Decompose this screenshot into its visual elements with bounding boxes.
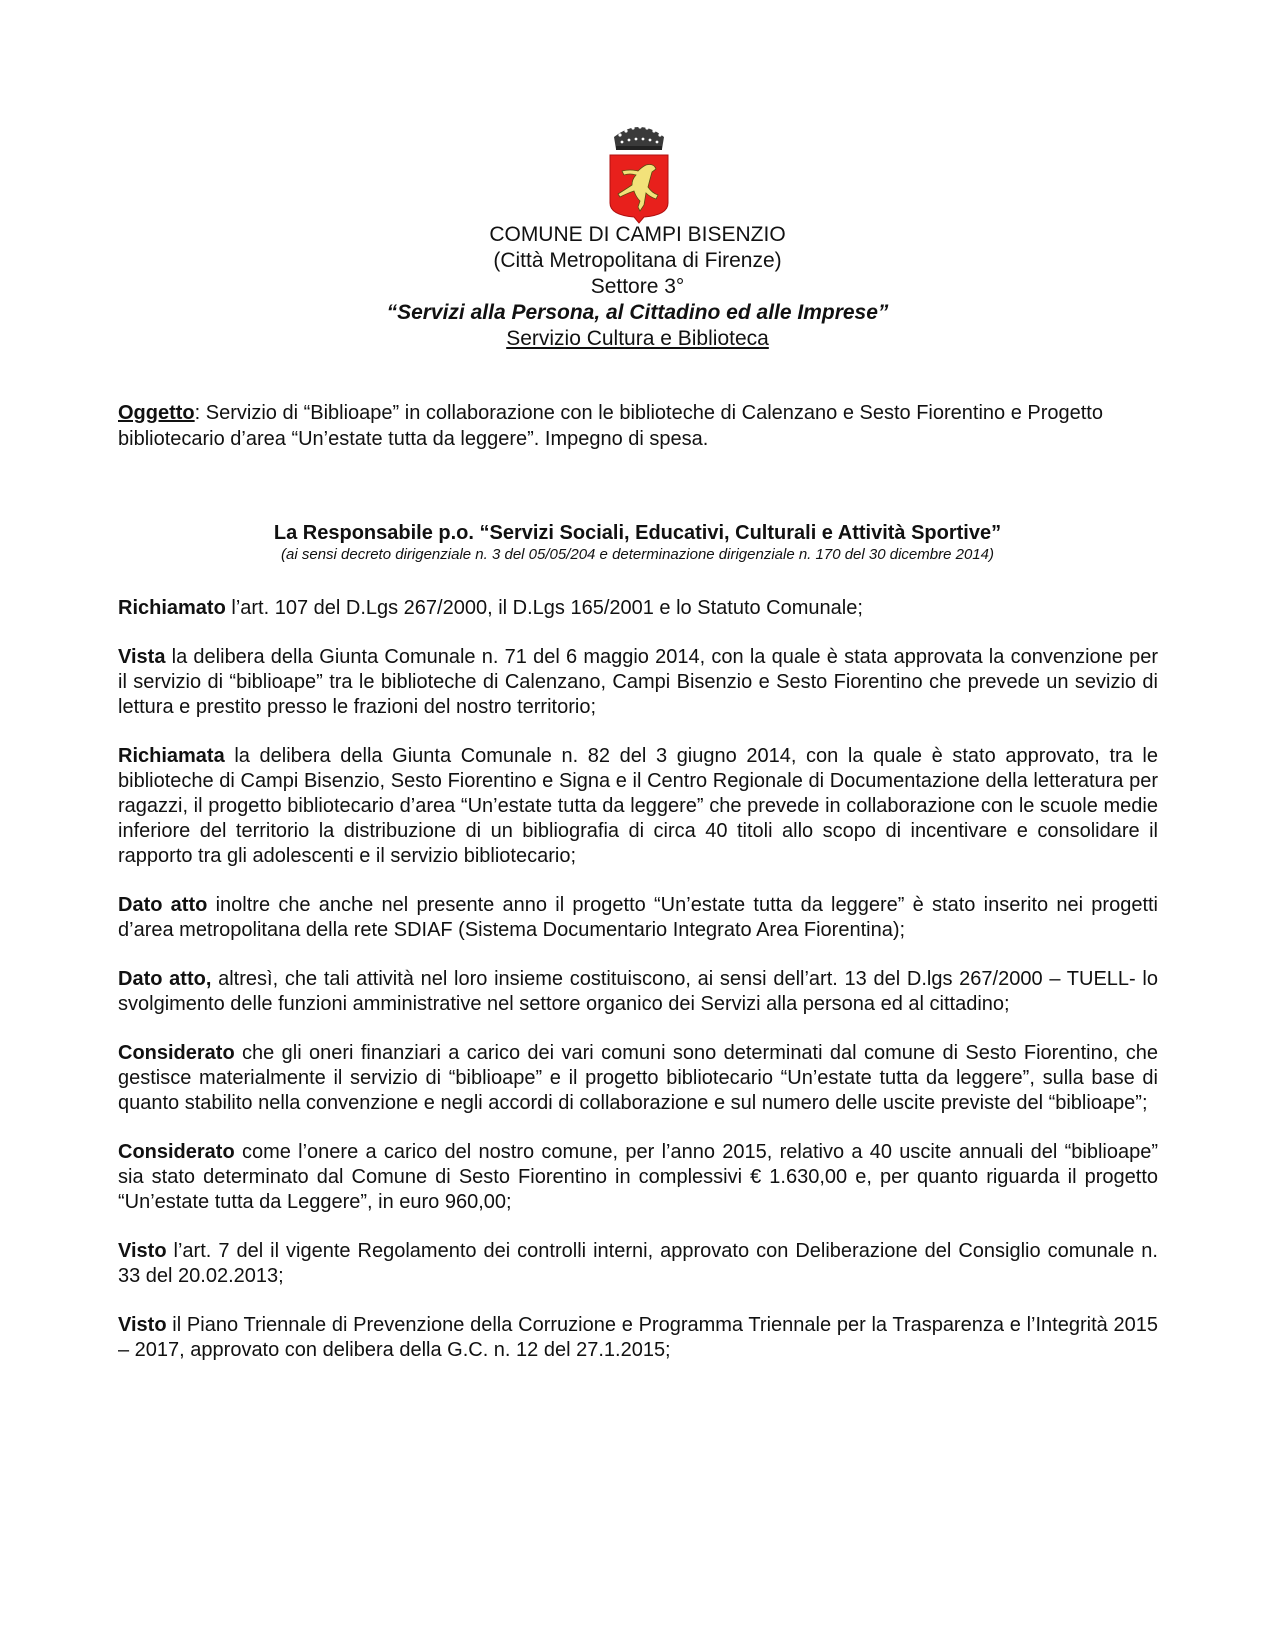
metropolitan-city: (Città Metropolitana di Firenze)	[493, 249, 782, 272]
subject-label: Oggetto	[118, 402, 195, 424]
paragraph-text: altresì, che tali attività nel loro insieme costituiscono, ai sensi dell’art. 13 del D.lgs 267/2000 – TUELL- lo svolgimento delle funzioni amministrative nel settore organico dei Servizi alla persona ed al cittadino;	[118, 968, 1159, 1015]
paragraph-keyword: Dato atto	[118, 894, 208, 916]
responsible-note: (ai sensi decreto dirigenziale n. 3 del 05/05/204 e determinazione dirigenziale n. 170 del 30 dicembre 2014)	[281, 546, 994, 563]
paragraph-keyword: Visto	[118, 1240, 167, 1262]
coat-of-arms-icon	[604, 115, 674, 225]
paragraph-dato-atto-2	[118, 967, 1158, 1017]
paragraph-keyword: Dato atto,	[118, 968, 212, 990]
paragraph-text: il Piano Triennale di Prevenzione della Corruzione e Programma Triennale per la Trasparenza e l’Integrità 2015 – 2017, approvato con delibera della G.C. n. 12 del 27.1.2015;	[118, 1314, 1158, 1361]
paragraph-text: l’art. 107 del D.Lgs 267/2000, il D.Lgs 165/2001 e lo Statuto Comunale;	[225, 597, 863, 619]
sector: Settore 3°	[590, 275, 685, 298]
paragraph-keyword: Visto	[118, 1314, 167, 1336]
paragraph-text: che gli oneri finanziari a carico dei vari comuni sono determinati dal comune di Sesto Fiorentino, che gestisce materialmente il servizio di “biblioape” e il progetto bibliotecario “Un’estate tutta da leggere”, sulla base di quanto stabilito nella convenzione e negli accordi di collaborazione e sul numero delle uscite previste del “biblioape”;	[118, 1042, 1158, 1114]
document-body	[118, 596, 1158, 1387]
sector-motto: “Servizi alla Persona, al Cittadino ed alle Imprese”	[386, 301, 889, 324]
paragraph-keyword: Considerato	[118, 1141, 235, 1163]
subject-block	[118, 400, 1158, 452]
paragraph-text: l’art. 7 del il vigente Regolamento dei controlli interni, approvato con Deliberazione del Consiglio comunale n. 33 del 20.02.2013;	[118, 1240, 1158, 1287]
paragraph-visto-1	[118, 1239, 1158, 1289]
municipality-name: COMUNE DI CAMPI BISENZIO	[489, 223, 786, 246]
responsible-title: La Responsabile p.o. “Servizi Sociali, Educativi, Culturali e Attività Sportive”	[273, 522, 1002, 544]
paragraph-considerato-1	[118, 1041, 1158, 1116]
paragraph-text: come l’onere a carico del nostro comune, per l’anno 2015, relativo a 40 uscite annuali del “biblioape” sia stato determinato dal Comune di Sesto Fiorentino in complessivi € 1.630,00 e, per quanto riguarda il progetto “Un’estate tutta da Leggere”, in euro 960,00;	[118, 1141, 1158, 1213]
subject-text: Servizio di “Biblioape” in collaborazione con le biblioteche di Calenzano e Sesto Fiorentino e Progetto bibliotecario d’area “Un’estate tutta da leggere”. Impegno di spesa.	[118, 402, 1103, 450]
paragraph-considerato-2	[118, 1140, 1158, 1215]
paragraph-keyword: Considerato	[118, 1042, 235, 1064]
paragraph-text: la delibera della Giunta Comunale n. 82 del 3 giugno 2014, con la quale è stato approvato, tra le biblioteche di Campi Bisenzio, Sesto Fiorentino e Signa e il Centro Regionale di Documentazione della letteratura per ragazzi, il progetto bibliotecario d’area “Un’estate tutta da leggere” che prevede in collaborazione con le scuole medie inferiore del territorio la distribuzione di un bibliografia di circa 40 titoli allo scopo di incentivare e consolidare il rapporto tra gli adolescenti e il servizio bibliotecario;	[118, 745, 1158, 867]
service-name: Servizio Cultura e Biblioteca	[506, 327, 769, 350]
paragraph-text: la delibera della Giunta Comunale n. 71 del 6 maggio 2014, con la quale è stata approvata la convenzione per il servizio di “biblioape” tra le biblioteche di Calenzano, Campi Bisenzio e Sesto Fiorentino che prevede un sevizio di lettura e prestito presso le frazioni del nostro territorio;	[118, 646, 1158, 718]
paragraph-keyword: Richiamato	[118, 597, 226, 619]
responsible-block	[0, 521, 1275, 565]
paragraph-keyword: Vista	[118, 646, 166, 668]
subject-colon: :	[194, 402, 201, 424]
paragraph-text: inoltre che anche nel presente anno il progetto “Un’estate tutta da leggere” è stato inserito nei progetti d’area metropolitana della rete SDIAF (Sistema Documentario Integrato Area Fiorentina);	[118, 894, 1158, 941]
document-header	[0, 222, 1275, 352]
paragraph-richiamata	[118, 744, 1158, 869]
paragraph-visto-2	[118, 1313, 1158, 1363]
paragraph-richiamato	[118, 596, 1158, 621]
paragraph-vista	[118, 645, 1158, 720]
paragraph-dato-atto-1	[118, 893, 1158, 943]
paragraph-keyword: Richiamata	[118, 745, 225, 767]
crown-icon	[614, 125, 664, 150]
